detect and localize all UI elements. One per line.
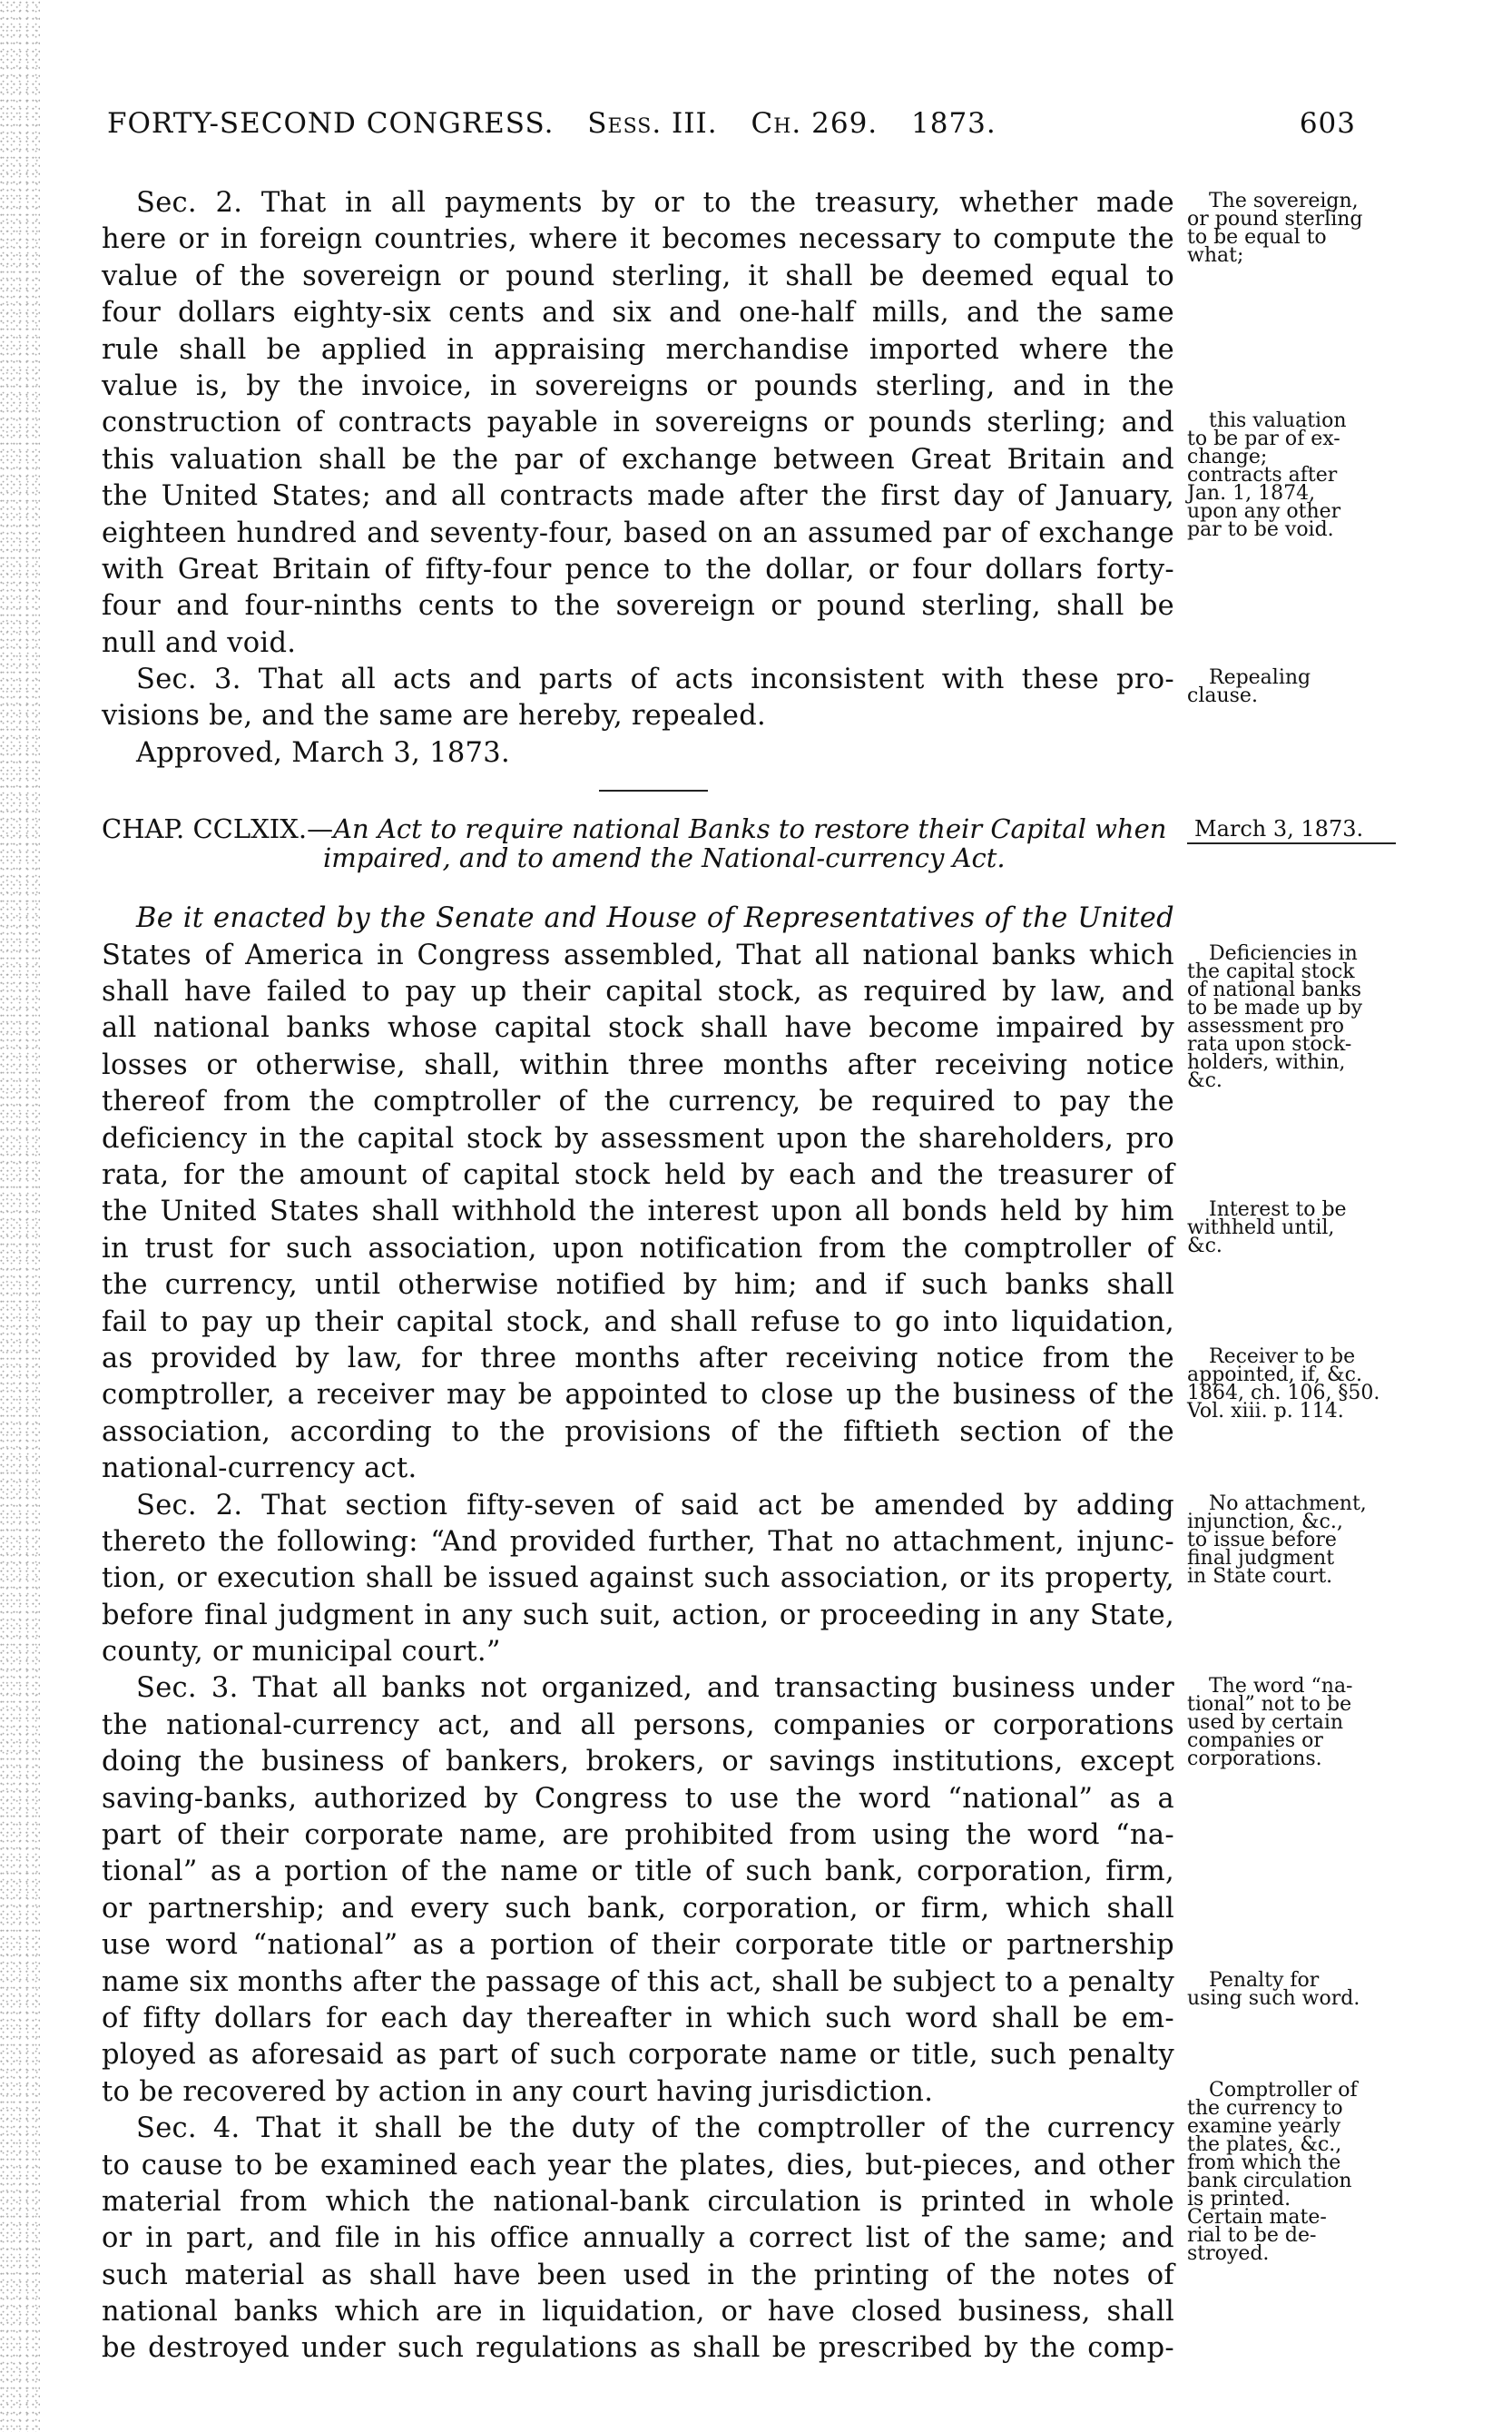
header-chapter: Ch. 269. [751, 107, 879, 140]
text-line [102, 1781, 1409, 1817]
marginal-note-line: rial to be de- [1187, 2223, 1317, 2247]
chapter-title-line-1 [102, 813, 1174, 844]
marginal-note-line: Repealing [1209, 666, 1311, 690]
marginal-note-line: holders, within, [1187, 1050, 1346, 1074]
line-text: association, according to the provisions of the fiftieth section of the [102, 1415, 1174, 1448]
line-text: in trust for such association, upon notification from the comptroller of [102, 1232, 1174, 1265]
line-text: material from which the national-bank circulation is printed in whole [102, 2185, 1174, 2218]
chapter-heading [102, 813, 1409, 884]
page-body [102, 185, 1409, 2368]
line-text: value of the sovereign or pound sterling, it shall be deemed equal to [102, 260, 1174, 292]
line-text: rata, for the amount of capital stock held by each and the treasurer of [102, 1158, 1174, 1191]
line-text: this valuation shall be the par of exchange between Great Britain and [102, 443, 1174, 476]
line-text: construction of contracts payable in sovereigns or pounds sterling; and [102, 407, 1174, 439]
text-line [102, 1964, 1409, 2010]
line-text: shall have failed to pay up their capital stock, as required by law, and [102, 976, 1174, 1009]
line-text: Sec. 3. That all acts and parts of acts inconsistent with these pro- [136, 664, 1174, 696]
marginal-note-line: stroyed. [1187, 2241, 1270, 2265]
text-line [102, 2148, 1409, 2184]
text-line [102, 1231, 1409, 1267]
line-text: rule shall be applied in appraising merchandise imported where the [102, 333, 1174, 366]
marginal-note-line: The sovereign, [1209, 190, 1359, 212]
header-year: 1873. [911, 107, 997, 140]
line-text: as provided by law, for three months after receiving notice from the [102, 1342, 1174, 1374]
line-text: to cause to be examined each year the plates, dies, but-pieces, and other [102, 2149, 1174, 2181]
line-text: thereto the following: “And provided further, That no attachment, injunc- [102, 1525, 1174, 1558]
line-text: of fifty dollars for each day thereafter in which such word shall be em- [102, 2002, 1174, 2034]
marginal-note-line: Penalty for [1209, 1968, 1320, 1992]
line-text: be destroyed under such regulations as shall be prescribed by the comp- [102, 2332, 1174, 2365]
text-line [102, 1414, 1409, 1451]
text-line [102, 1634, 1409, 1670]
line-text: thereof from the comptroller of the currency, be required to pay the [102, 1086, 1174, 1118]
line-text: all national banks whose capital stock shall have become impaired by [102, 1012, 1174, 1045]
text-line [102, 974, 1409, 1010]
line-text: or in part, and file in his office annually a correct list of the same; and [102, 2222, 1174, 2255]
text-line [102, 1084, 1409, 1120]
line-text: national banks which are in liquidation, or have closed business, shall [102, 2296, 1174, 2329]
text-line [102, 662, 1409, 708]
text-line [102, 369, 1409, 405]
text-line [102, 222, 1409, 258]
chapter-title-line-2: impaired, and to amend the National-currency Act. [323, 842, 1006, 874]
text-line [102, 516, 1409, 552]
text-line [102, 2294, 1409, 2330]
text-line [102, 2220, 1409, 2257]
line-text: or partnership; and every such bank, corporation, or firm, which shall [102, 1892, 1174, 1925]
marginal-note-line: change; [1187, 446, 1268, 469]
header-session: Sess. III. [587, 107, 718, 140]
text-line [102, 259, 1409, 295]
line-text: the United States shall withhold the interest upon all bonds held by him [102, 1196, 1174, 1228]
marginal-note-line: rata upon stock- [1187, 1032, 1352, 1056]
line-text: visions be, and the same are hereby, repealed. [102, 700, 767, 733]
chapter-dash: — [307, 813, 334, 845]
line-text: ployed as aforesaid as part of such corporate name or title, such penalty [102, 2039, 1174, 2072]
line-text: such material as shall have been used in the printing of the notes of [102, 2259, 1174, 2291]
header-title [107, 107, 1020, 140]
marginal-note-line: Comptroller of [1209, 2078, 1358, 2102]
text-line [102, 332, 1409, 369]
section-divider [102, 772, 1409, 813]
text-line [102, 1854, 1409, 1890]
line-text: Sec. 4. That it shall be the duty of the comptroller of the currency [136, 2112, 1174, 2145]
line-text: doing the business of bankers, brokers, or savings institutions, except [102, 1746, 1174, 1778]
marginal-note-line: bank circulation [1187, 2169, 1352, 2192]
header-congress: FORTY-SECOND CONGRESS. [107, 107, 555, 140]
marginal-note-line: or pound sterling [1187, 208, 1363, 231]
marginal-note-line: using such word. [1187, 1986, 1360, 2010]
marginal-note-line: &c. [1187, 1235, 1222, 1258]
line-text: Approved, March 3, 1873. [136, 736, 510, 769]
marginal-note-line: contracts after [1187, 464, 1338, 487]
line-text: here or in foreign countries, where it becomes necessary to compute the [102, 223, 1174, 256]
line-text: losses or otherwise, shall, within three months after receiving notice [102, 1049, 1174, 1081]
marginal-note-line: Vol. xiii. p. 114. [1187, 1399, 1344, 1423]
previous-act-section [102, 185, 1409, 772]
marginal-note-line: from which the [1187, 2151, 1341, 2174]
marginal-note-line: withheld until, [1187, 1216, 1335, 1240]
text-line [102, 2037, 1409, 2073]
marginal-note-line: the capital stock [1187, 960, 1355, 983]
line-text: Sec. 2. That section fifty-seven of said act be amended by adding [136, 1489, 1174, 1521]
text-line [102, 295, 1409, 331]
text-line [102, 1744, 1409, 1780]
text-line [102, 1598, 1409, 1634]
line-text: comptroller, a receiver may be appointed to close up the business of the [102, 1379, 1174, 1412]
divider-rule [599, 790, 708, 792]
marginal-note-line: 1864, ch. 106, §50. [1187, 1381, 1380, 1404]
marginal-note-line: The word “na- [1209, 1675, 1353, 1698]
line-text: four and four-ninths cents to the sovereign or pound sterling, shall be [102, 590, 1174, 623]
line-text: null and void. [102, 626, 297, 659]
text-line [102, 2184, 1409, 2220]
page-number: 603 [1299, 107, 1356, 140]
line-text: use word “national” as a portion of their corporate title or partnership [102, 1929, 1174, 1962]
marginal-note-line: clause. [1187, 684, 1258, 708]
line-text: before final judgment in any such suit, action, or proceeding in any State, [102, 1599, 1174, 1631]
line-text: States of America in Congress assembled, That all national banks which [102, 939, 1174, 971]
text-line [102, 478, 1409, 515]
marginal-note-line: used by certain [1187, 1711, 1344, 1735]
line-text: deficiency in the capital stock by assessment upon the shareholders, pro [102, 1122, 1174, 1155]
line-text: part of their corporate name, are prohibited from using the word “na- [102, 1819, 1174, 1852]
line-text: name six months after the passage of this act, shall be subject to a penalty [102, 1965, 1174, 1998]
marginal-note-line: companies or [1187, 1729, 1323, 1753]
marginal-note-line: of national banks [1187, 978, 1362, 1001]
spacer [102, 884, 1409, 901]
marginal-note-line: this valuation [1209, 409, 1347, 433]
line-text: saving-banks, authorized by Congress to use the word “national” as a [102, 1782, 1174, 1815]
text-line [102, 588, 1409, 625]
running-header [107, 107, 1356, 147]
line-text: eighteen hundred and seventy-four, based on an assumed par of exchange [102, 517, 1174, 549]
chapter-act-title: An Act to require national Banks to restore their Capital when [333, 813, 1167, 845]
text-line [102, 901, 1409, 937]
chapter-number: CHAP. CCLXIX. [102, 813, 308, 845]
act-body-section [102, 901, 1409, 2368]
line-text: Be it enacted by the Senate and House of Representatives of the United [136, 902, 1174, 935]
scan-gutter [0, 0, 40, 2432]
marginal-note-line: is printed. [1187, 2187, 1291, 2210]
marginal-note-line: examine yearly [1187, 2114, 1341, 2138]
marginal-note-line: injunction, &c., [1187, 1510, 1343, 1533]
line-text: four dollars eighty-six cents and six and one-half mills, and the same [102, 297, 1174, 330]
marginal-note-line: appointed, if, &c. [1187, 1363, 1362, 1386]
text-line [102, 735, 1409, 772]
text-line [102, 2001, 1409, 2037]
marginal-note-line: upon any other [1187, 500, 1341, 524]
text-line [102, 1817, 1409, 1854]
marginal-note-line: Certain mate- [1187, 2205, 1327, 2229]
marginal-note-line: Interest to be [1209, 1198, 1347, 1222]
text-line [102, 442, 1409, 478]
marginal-note-line: No attachment, [1209, 1492, 1367, 1515]
marginal-note-line: final judgment [1187, 1546, 1335, 1570]
marginal-note-line: Receiver to be [1209, 1344, 1356, 1368]
line-text: national-currency act. [102, 1452, 417, 1485]
text-line [102, 1451, 1409, 1487]
marginal-note-line: to issue before [1187, 1528, 1337, 1551]
text-line [102, 1927, 1409, 1964]
marginal-note-line: to be equal to [1187, 226, 1327, 249]
text-line [102, 1305, 1409, 1341]
line-text: with Great Britain of fifty-four pence to the dollar, or four dollars forty- [102, 553, 1174, 586]
text-line [102, 2258, 1409, 2294]
text-line [102, 1010, 1409, 1047]
text-line [102, 1267, 1409, 1304]
text-line [102, 1708, 1409, 1744]
marginal-note-line: to be par of ex- [1187, 428, 1340, 451]
text-line [102, 1157, 1409, 1194]
text-line [102, 698, 1409, 734]
text-line [102, 1561, 1409, 1597]
text-line [102, 2111, 1409, 2147]
line-text: Sec. 2. That in all payments by or to the treasury, whether made [136, 187, 1174, 219]
marginal-note-line: Jan. 1, 1874, [1187, 482, 1316, 506]
marginal-note-line: the currency to [1187, 2096, 1343, 2120]
marginal-note-line: assessment pro [1187, 1014, 1345, 1038]
marginal-note-line: par to be void. [1187, 518, 1334, 542]
marginal-note-line: in State court. [1187, 1564, 1333, 1588]
text-line [102, 1121, 1409, 1157]
marginal-note-line: &c. [1187, 1068, 1222, 1092]
marginal-note-line: tional” not to be [1187, 1693, 1352, 1717]
line-text: the currency, until otherwise notified by him; and if such banks shall [102, 1269, 1174, 1302]
text-line [102, 1048, 1409, 1084]
line-text: Sec. 3. That all banks not organized, and transacting business under [136, 1672, 1174, 1705]
text-line [102, 1377, 1409, 1413]
line-text: fail to pay up their capital stock, and shall refuse to go into liquidation, [102, 1305, 1174, 1338]
line-text: county, or municipal court.” [102, 1636, 501, 1669]
marginal-note-line: the plates, &c., [1187, 2132, 1342, 2156]
text-line [102, 1891, 1409, 1927]
line-text: the United States; and all contracts made after the first day of January, [102, 480, 1174, 513]
line-text: tional” as a portion of the name or title of such bank, corporation, firm, [102, 1856, 1174, 1888]
marginal-note-line: corporations. [1187, 1748, 1322, 1771]
marginal-note-line: Deficiencies in [1209, 941, 1358, 965]
line-text: value is, by the invoice, in sovereigns or pounds sterling, and in the [102, 369, 1174, 402]
text-line [102, 1524, 1409, 1561]
line-text: tion, or execution shall be issued against such association, or its property, [102, 1562, 1174, 1595]
text-line [102, 2330, 1409, 2367]
text-line [102, 552, 1409, 588]
marginal-note-line: to be made up by [1187, 996, 1363, 1019]
line-text: to be recovered by action in any court having jurisdiction. [102, 2075, 934, 2108]
line-text: the national-currency act, and all persons, companies or corporations [102, 1708, 1174, 1741]
text-line [102, 625, 1409, 662]
marginal-note-line: what; [1187, 244, 1244, 267]
chapter-date: March 3, 1873. [1187, 815, 1396, 844]
